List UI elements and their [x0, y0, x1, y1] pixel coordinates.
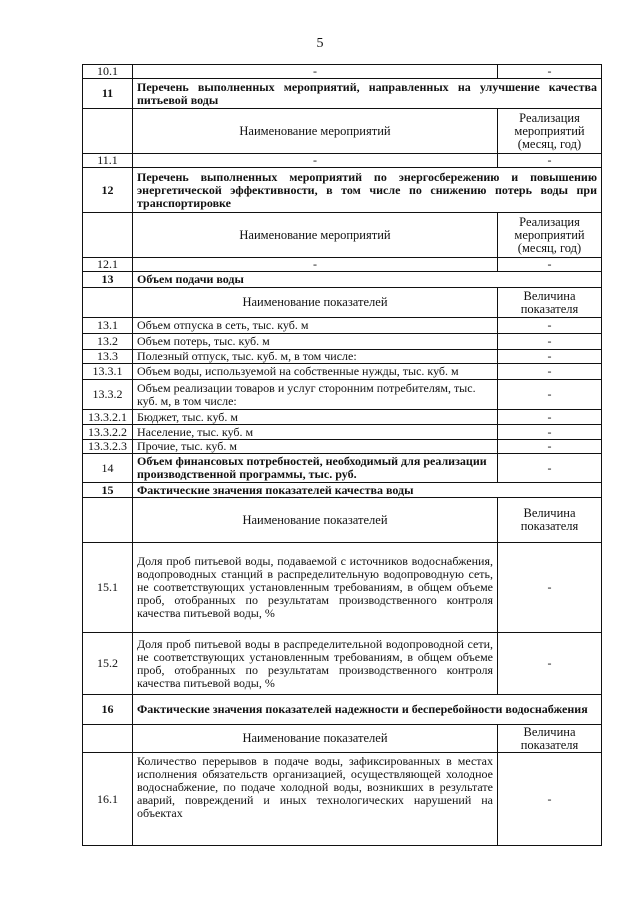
item-text: -	[133, 65, 498, 79]
item-row	[83, 425, 602, 440]
item-number: 16.1	[83, 753, 133, 846]
item-text: Полезный отпуск, тыс. куб. м, в том числе:	[133, 350, 498, 364]
empty-cell	[83, 213, 133, 258]
item-number: 13.3.1	[83, 364, 133, 380]
item-number: 10.1	[83, 65, 133, 79]
item-value: -	[498, 425, 602, 440]
item-row	[83, 753, 602, 846]
item-number: 14	[83, 454, 133, 483]
section-number: 15	[83, 483, 133, 498]
item-row	[83, 380, 602, 410]
item-number: 13.3.2.3	[83, 440, 133, 454]
item-value: -	[498, 364, 602, 380]
column-header-name: Наименование показателей	[133, 498, 498, 543]
item-value: -	[498, 154, 602, 168]
item-row	[83, 154, 602, 168]
column-header-name: Наименование мероприятий	[133, 109, 498, 154]
column-header-row	[83, 213, 602, 258]
item-text: Объем потерь, тыс. куб. м	[133, 334, 498, 350]
item-number: 12.1	[83, 258, 133, 272]
item-text: -	[133, 258, 498, 272]
item-number: 13.3	[83, 350, 133, 364]
item-number: 13.1	[83, 318, 133, 334]
item-text: -	[133, 154, 498, 168]
item-text: Количество перерывов в подаче воды, зафиксированных в местах исполнения обязательств организацией, осуществляющей холодное водоснабжение, по подаче холодной воды, возникших в результате аварий, повреждений и иных технологических нарушений на объектах	[133, 753, 498, 846]
section-row	[83, 483, 602, 498]
item-value: -	[498, 380, 602, 410]
section-title: Фактические значения показателей качества воды	[133, 483, 602, 498]
item-text: Бюджет, тыс. куб. м	[133, 410, 498, 425]
item-row	[83, 440, 602, 454]
column-header-value: Величина показателя	[498, 725, 602, 753]
item-row	[83, 410, 602, 425]
report-table	[82, 64, 602, 846]
page-number: 5	[316, 36, 324, 51]
item-value: -	[498, 318, 602, 334]
item-text: Прочие, тыс. куб. м	[133, 440, 498, 454]
item-value: -	[498, 753, 602, 846]
item-value: -	[498, 65, 602, 79]
empty-cell	[83, 498, 133, 543]
item-row	[83, 65, 602, 79]
column-header-row	[83, 109, 602, 154]
column-header-value: Величина показателя	[498, 288, 602, 318]
section-number: 16	[83, 695, 133, 725]
section-number: 13	[83, 272, 133, 288]
column-header-name: Наименование показателей	[133, 725, 498, 753]
column-header-name: Наименование показателей	[133, 288, 498, 318]
item-value: -	[498, 633, 602, 695]
item-number: 15.2	[83, 633, 133, 695]
item-value: -	[498, 543, 602, 633]
section-title: Перечень выполненных мероприятий, направленных на улучшение качества питьевой воды	[133, 79, 602, 109]
item-number: 13.2	[83, 334, 133, 350]
item-value: -	[498, 350, 602, 364]
item-value: -	[498, 440, 602, 454]
item-text: Объем воды, используемой на собственные нужды, тыс. куб. м	[133, 364, 498, 380]
item-value: -	[498, 334, 602, 350]
item-row	[83, 454, 602, 483]
section-title: Фактические значения показателей надежности и бесперебойности водоснабжения	[133, 695, 602, 725]
item-text: Объем реализации товаров и услуг сторонним потребителям, тыс. куб. м, в том числе:	[133, 380, 498, 410]
column-header-name: Наименование мероприятий	[133, 213, 498, 258]
empty-cell	[83, 109, 133, 154]
column-header-value: Реализация мероприятий (месяц, год)	[498, 213, 602, 258]
item-row	[83, 334, 602, 350]
item-value: -	[498, 258, 602, 272]
item-row	[83, 318, 602, 334]
item-text: Доля проб питьевой воды в распределительной водопроводной сети, не соответствующих установленным требованиям, в общем объеме проб, отобранных по результатам производственного контроля качества питьевой воды, %	[133, 633, 498, 695]
empty-cell	[83, 288, 133, 318]
empty-cell	[83, 725, 133, 753]
item-row	[83, 543, 602, 633]
section-row	[83, 168, 602, 213]
section-number: 12	[83, 168, 133, 213]
item-row	[83, 258, 602, 272]
item-text: Объем финансовых потребностей, необходимый для реализации производственной программы, тыс. руб.	[133, 454, 498, 483]
item-row	[83, 633, 602, 695]
column-header-value: Величина показателя	[498, 498, 602, 543]
column-header-row	[83, 498, 602, 543]
column-header-row	[83, 725, 602, 753]
column-header-value: Реализация мероприятий (месяц, год)	[498, 109, 602, 154]
item-number: 11.1	[83, 154, 133, 168]
item-row	[83, 350, 602, 364]
item-text: Объем отпуска в сеть, тыс. куб. м	[133, 318, 498, 334]
section-title: Объем подачи воды	[133, 272, 602, 288]
section-row	[83, 272, 602, 288]
item-number: 13.3.2	[83, 380, 133, 410]
section-row	[83, 79, 602, 109]
item-number: 13.3.2.2	[83, 425, 133, 440]
section-number: 11	[83, 79, 133, 109]
column-header-row	[83, 288, 602, 318]
item-number: 13.3.2.1	[83, 410, 133, 425]
section-title: Перечень выполненных мероприятий по энергосбережению и повышению энергетической эффективности, в том числе по снижению потерь воды при транспортировке	[133, 168, 602, 213]
item-number: 15.1	[83, 543, 133, 633]
item-text: Доля проб питьевой воды, подаваемой с источников водоснабжения, водопроводных станций в распределительную водопроводную сеть, не соответствующих установленным требованиям, в общем объеме проб, отобранных по результатам производственного контроля качества питьевой воды, %	[133, 543, 498, 633]
item-value: -	[498, 410, 602, 425]
item-value: -	[498, 454, 602, 483]
item-text: Население, тыс. куб. м	[133, 425, 498, 440]
section-row	[83, 695, 602, 725]
item-row	[83, 364, 602, 380]
